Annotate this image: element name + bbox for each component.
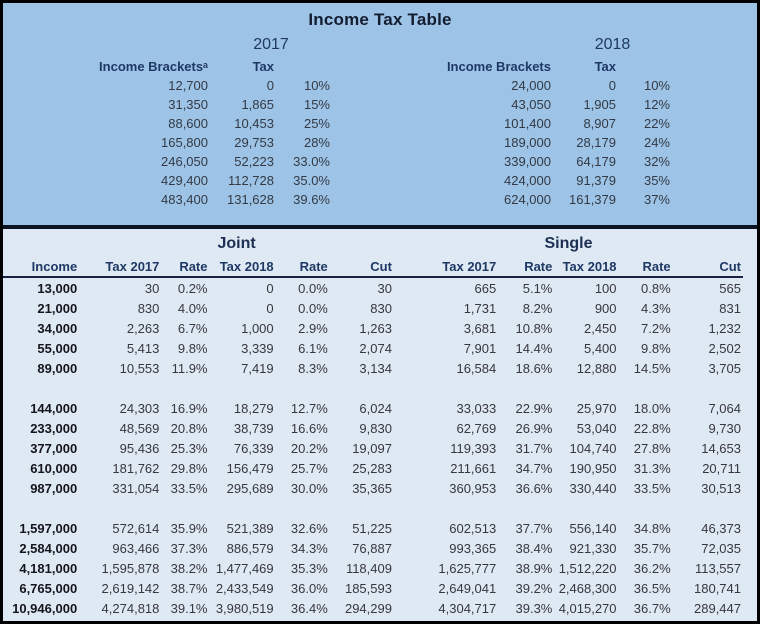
table-row	[380, 133, 672, 152]
bracket-table-2018	[380, 32, 672, 209]
cell: 429,400	[161, 173, 208, 188]
bracket-block-2017	[3, 32, 380, 209]
income-brackets-header: Income Bracketsᵃ	[99, 59, 208, 74]
table-row	[380, 114, 672, 133]
comparison-section	[3, 229, 757, 618]
cell: 30	[144, 280, 160, 296]
cell: 521,389	[226, 520, 274, 536]
cell: 295,689	[226, 480, 274, 496]
cell: 14.4%	[515, 340, 553, 356]
cell: 18,279	[233, 400, 274, 416]
cell: 2,450	[583, 320, 617, 336]
cell: 29.8%	[170, 460, 208, 476]
cell: 12,700	[168, 78, 208, 93]
cell: 46,373	[701, 520, 741, 536]
cell: 20,711	[702, 460, 741, 476]
table-row	[3, 598, 743, 618]
cell: 29,753	[234, 135, 274, 150]
cell: 189,000	[504, 135, 551, 150]
cell: 8.3%	[298, 360, 328, 376]
cell: 3,134	[359, 360, 392, 376]
cell: 53,040	[576, 420, 617, 436]
cell: 33.5%	[633, 480, 671, 496]
cell: 43,050	[511, 97, 551, 112]
table-row	[380, 171, 672, 190]
cell: 610,000	[30, 460, 78, 476]
table-row	[3, 358, 743, 378]
cell: 36.2%	[633, 560, 671, 576]
cell: 963,466	[112, 540, 160, 556]
cell: 7,064	[708, 400, 741, 416]
cell: 95,436	[119, 440, 160, 456]
table-row	[380, 76, 672, 95]
single-group-header: Single	[544, 235, 593, 252]
cell: 25.3%	[170, 440, 208, 456]
cell: 10%	[303, 78, 330, 93]
filing-status-header-row	[3, 232, 743, 256]
table-row	[3, 518, 743, 538]
cell: 14.5%	[633, 360, 671, 376]
cell: 25%	[303, 116, 330, 131]
cell: 30.0%	[290, 480, 328, 496]
cell: 556,140	[569, 520, 617, 536]
cell: 330,440	[569, 480, 617, 496]
cell: 2,074	[359, 340, 392, 356]
cell: 161,379	[569, 192, 616, 207]
cell: 0	[608, 78, 616, 93]
cell: 38,739	[233, 420, 274, 436]
cell: 35.3%	[290, 560, 328, 576]
cell: 0	[266, 280, 274, 296]
cell: 22%	[643, 116, 670, 131]
cell: 72,035	[701, 540, 741, 556]
cell: 4.3%	[641, 300, 671, 316]
cell: 34.8%	[633, 520, 671, 536]
cell: 233,000	[30, 420, 78, 436]
cell: 1,477,469	[215, 560, 274, 576]
table-row	[3, 478, 743, 498]
cell: 2,502	[708, 340, 741, 356]
cell: 48,569	[119, 420, 160, 436]
cell: 3,681	[463, 320, 497, 336]
cell: 39.6%	[293, 192, 330, 207]
cell: 1,232	[708, 320, 741, 336]
cell: 119,393	[450, 440, 497, 456]
cell: 7.2%	[641, 320, 671, 336]
table-row	[3, 318, 743, 338]
cell: 26.9%	[515, 420, 553, 436]
spacer-cell	[3, 32, 210, 57]
cell: 24,303	[119, 400, 160, 416]
cell: 572,614	[112, 520, 160, 536]
cell: 2,433,549	[215, 580, 274, 596]
cell: 339,000	[504, 154, 551, 169]
spacer-cell	[3, 498, 743, 518]
cell: 13,000	[37, 280, 78, 296]
cell: 15%	[303, 97, 330, 112]
cell: 35.0%	[293, 173, 330, 188]
cell: 27.8%	[633, 440, 671, 456]
cell: 31.7%	[515, 440, 553, 456]
bracket-block-2018	[380, 32, 757, 209]
cell: 1,597,000	[19, 520, 78, 536]
cell: 180,741	[694, 580, 741, 596]
cell: 76,887	[352, 540, 392, 556]
cell: 76,339	[233, 440, 274, 456]
rate-header-blank	[618, 57, 672, 76]
single-rate-2017-header: Rate	[498, 256, 554, 277]
cell: 665	[474, 280, 497, 296]
cell: 19,097	[352, 440, 392, 456]
cell: 4.0%	[177, 300, 208, 316]
cell: 6,765,000	[19, 580, 78, 596]
cell: 2.9%	[298, 320, 328, 336]
column-header-row	[3, 256, 743, 277]
single-tax-2017-header: Tax 2017	[394, 256, 498, 277]
page-title: Income Tax Table	[308, 10, 452, 29]
cell: 993,365	[449, 540, 497, 556]
cell: 360,953	[449, 480, 497, 496]
cell: 112,728	[227, 173, 274, 188]
cell: 156,479	[226, 460, 274, 476]
table-row	[3, 298, 743, 318]
cell: 0	[266, 300, 274, 316]
cell: 33,033	[456, 400, 497, 416]
joint-cut-header: Cut	[330, 256, 394, 277]
table-row	[3, 114, 332, 133]
cell: 33.5%	[170, 480, 208, 496]
cell: 31,350	[168, 97, 208, 112]
cell: 100	[594, 280, 617, 296]
cell: 52,223	[234, 154, 274, 169]
cell: 3,980,519	[215, 600, 274, 616]
cell: 32.6%	[290, 520, 328, 536]
cell: 5.1%	[522, 280, 553, 296]
cell: 211,661	[450, 460, 497, 476]
cell: 6.1%	[298, 340, 328, 356]
cell: 424,000	[504, 173, 551, 188]
bracket-table-2017	[3, 32, 332, 209]
cell: 11.9%	[171, 360, 208, 376]
cell: 921,330	[569, 540, 617, 556]
cell: 20.8%	[170, 420, 208, 436]
cell: 39.3%	[515, 600, 553, 616]
cell: 89,000	[37, 360, 78, 376]
cell: 6.7%	[177, 320, 208, 336]
cell: 25.7%	[290, 460, 328, 476]
cell: 2,619,142	[101, 580, 160, 596]
cell: 830	[370, 300, 392, 316]
bracket-section	[3, 3, 757, 225]
table-row	[3, 171, 332, 190]
cell: 1,000	[241, 320, 274, 336]
cell: 1,905	[583, 97, 616, 112]
bracket-header-row	[380, 57, 672, 76]
cell: 3,705	[708, 360, 741, 376]
cell: 830	[137, 300, 160, 316]
year-row	[3, 32, 332, 57]
cell: 185,593	[344, 580, 392, 596]
cell: 35.9%	[170, 520, 208, 536]
joint-tax-2017-header: Tax 2017	[79, 256, 161, 277]
cell: 565	[719, 280, 741, 296]
cell: 10,946,000	[12, 600, 78, 616]
cell: 0.2%	[177, 280, 208, 296]
cell: 24%	[643, 135, 670, 150]
cell: 1,263	[359, 320, 392, 336]
cell: 36.0%	[290, 580, 328, 596]
tax-header: Tax	[252, 59, 274, 74]
table-row	[3, 338, 743, 358]
table-row	[3, 558, 743, 578]
year-label-2017: 2017	[253, 35, 289, 53]
single-tax-2018-header: Tax 2018	[554, 256, 618, 277]
cell: 831	[719, 300, 741, 316]
bracket-tables	[3, 32, 757, 209]
cell: 6,024	[359, 400, 392, 416]
cell: 22.8%	[633, 420, 671, 436]
cell: 31.3%	[633, 460, 671, 476]
cell: 36.6%	[515, 480, 553, 496]
table-row	[3, 578, 743, 598]
cell: 190,950	[569, 460, 617, 476]
cell: 4,015,270	[558, 600, 617, 616]
cell: 602,513	[449, 520, 497, 536]
cell: 4,304,717	[438, 600, 497, 616]
table-row	[3, 76, 332, 95]
cell: 18.6%	[515, 360, 553, 376]
table-row	[380, 152, 672, 171]
cell: 35%	[643, 173, 670, 188]
spacer-row	[3, 378, 743, 398]
cell: 28,179	[576, 135, 616, 150]
table-row	[3, 438, 743, 458]
cell: 886,579	[226, 540, 274, 556]
cell: 7,901	[463, 340, 497, 356]
cell: 5,400	[583, 340, 617, 356]
cell: 39.1%	[170, 600, 208, 616]
spacer-cell	[3, 378, 743, 398]
cell: 51,225	[352, 520, 392, 536]
spacer-cell	[3, 232, 79, 256]
table-row	[3, 277, 743, 298]
year-label-2018: 2018	[594, 35, 631, 53]
cell: 1,865	[241, 97, 274, 112]
cell: 62,769	[456, 420, 497, 436]
joint-tax-2018-header: Tax 2018	[210, 256, 276, 277]
cell: 144,000	[30, 400, 78, 416]
cell: 4,274,818	[101, 600, 160, 616]
single-rate-2018-header: Rate	[619, 256, 673, 277]
comparison-table	[3, 232, 743, 618]
cell: 32%	[643, 154, 670, 169]
cell: 39.2%	[515, 580, 553, 596]
cell: 33.0%	[293, 154, 330, 169]
cell: 18.0%	[633, 400, 671, 416]
cell: 624,000	[504, 192, 551, 207]
cell: 2,263	[126, 320, 160, 336]
cell: 331,054	[112, 480, 160, 496]
cell: 25,970	[576, 400, 617, 416]
cell: 2,584,000	[19, 540, 78, 556]
cell: 377,000	[30, 440, 78, 456]
cell: 16.6%	[290, 420, 328, 436]
cell: 38.7%	[170, 580, 208, 596]
cell: 289,447	[694, 600, 741, 616]
cell: 37.3%	[170, 540, 208, 556]
cell: 38.4%	[515, 540, 553, 556]
cell: 1,512,220	[558, 560, 617, 576]
cell: 34.3%	[290, 540, 328, 556]
cell: 12.7%	[290, 400, 328, 416]
cell: 55,000	[37, 340, 78, 356]
cell: 34.7%	[515, 460, 553, 476]
cell: 0.0%	[298, 280, 328, 296]
cell: 165,800	[161, 135, 208, 150]
year-row	[380, 32, 672, 57]
cell: 38.2%	[170, 560, 208, 576]
table-row	[3, 458, 743, 478]
cell: 0.0%	[298, 300, 328, 316]
table-row	[380, 95, 672, 114]
cell: 24,000	[511, 78, 551, 93]
joint-group-header: Joint	[217, 235, 256, 252]
cell: 9.8%	[641, 340, 671, 356]
cell: 35.7%	[633, 540, 671, 556]
cell: 16.9%	[170, 400, 208, 416]
cell: 35,365	[352, 480, 392, 496]
cell: 483,400	[161, 192, 208, 207]
cell: 36.7%	[633, 600, 671, 616]
table-row	[3, 95, 332, 114]
joint-rate-2017-header: Rate	[161, 256, 209, 277]
cell: 12,880	[576, 360, 617, 376]
cell: 38.9%	[515, 560, 553, 576]
cell: 64,179	[576, 154, 616, 169]
cell: 4,181,000	[19, 560, 78, 576]
cell: 25,283	[352, 460, 392, 476]
cell: 16,584	[456, 360, 497, 376]
cell: 9.8%	[177, 340, 208, 356]
cell: 101,400	[504, 116, 551, 131]
cell: 36.5%	[633, 580, 671, 596]
cell: 0.8%	[641, 280, 671, 296]
joint-rate-2018-header: Rate	[276, 256, 330, 277]
cell: 131,628	[227, 192, 274, 207]
cell: 181,762	[112, 460, 160, 476]
spacer-cell	[380, 32, 553, 57]
cell: 987,000	[30, 480, 78, 496]
cell: 12%	[643, 97, 670, 112]
table-row	[3, 152, 332, 171]
cell: 5,413	[126, 340, 160, 356]
cell: 0	[266, 78, 274, 93]
table-row	[380, 190, 672, 209]
cell: 2,649,041	[438, 580, 497, 596]
cell: 1,731	[463, 300, 497, 316]
spacer-row	[3, 498, 743, 518]
cell: 104,740	[569, 440, 617, 456]
cell: 34,000	[37, 320, 78, 336]
cell: 113,557	[694, 560, 741, 576]
table-row	[3, 538, 743, 558]
cell: 118,409	[345, 560, 392, 576]
bracket-header-row	[3, 57, 332, 76]
cell: 2,468,300	[558, 580, 617, 596]
cell: 3,339	[241, 340, 274, 356]
cell: 30,513	[701, 480, 741, 496]
cell: 10,553	[119, 360, 160, 376]
cell: 9,730	[708, 420, 741, 436]
cell: 91,379	[576, 173, 616, 188]
cell: 1,595,878	[101, 560, 160, 576]
tax-header: Tax	[594, 59, 616, 74]
cell: 10%	[643, 78, 670, 93]
cell: 8.2%	[522, 300, 553, 316]
income-brackets-header: Income Brackets	[446, 59, 551, 74]
table-row	[3, 398, 743, 418]
income-column-header: Income	[3, 256, 79, 277]
table-row	[3, 190, 332, 209]
cell: 8,907	[583, 116, 616, 131]
cell: 22.9%	[515, 400, 553, 416]
cell: 14,653	[701, 440, 741, 456]
rate-header-blank	[276, 57, 332, 76]
cell: 37.7%	[515, 520, 553, 536]
cell: 20.2%	[290, 440, 328, 456]
cell: 10.8%	[515, 320, 553, 336]
cell: 21,000	[37, 300, 78, 316]
cell: 900	[594, 300, 617, 316]
cell: 36.4%	[290, 600, 328, 616]
table-row	[3, 133, 332, 152]
cell: 1,625,777	[438, 560, 497, 576]
cell: 9,830	[359, 420, 392, 436]
cell: 10,453	[234, 116, 274, 131]
cell: 37%	[643, 192, 670, 207]
cell: 7,419	[241, 360, 274, 376]
cell: 30	[377, 280, 392, 296]
cell: 294,299	[344, 600, 392, 616]
table-row	[3, 418, 743, 438]
cell: 88,600	[168, 116, 208, 131]
single-cut-header: Cut	[673, 256, 743, 277]
cell: 246,050	[161, 154, 208, 169]
cell: 28%	[303, 135, 330, 150]
